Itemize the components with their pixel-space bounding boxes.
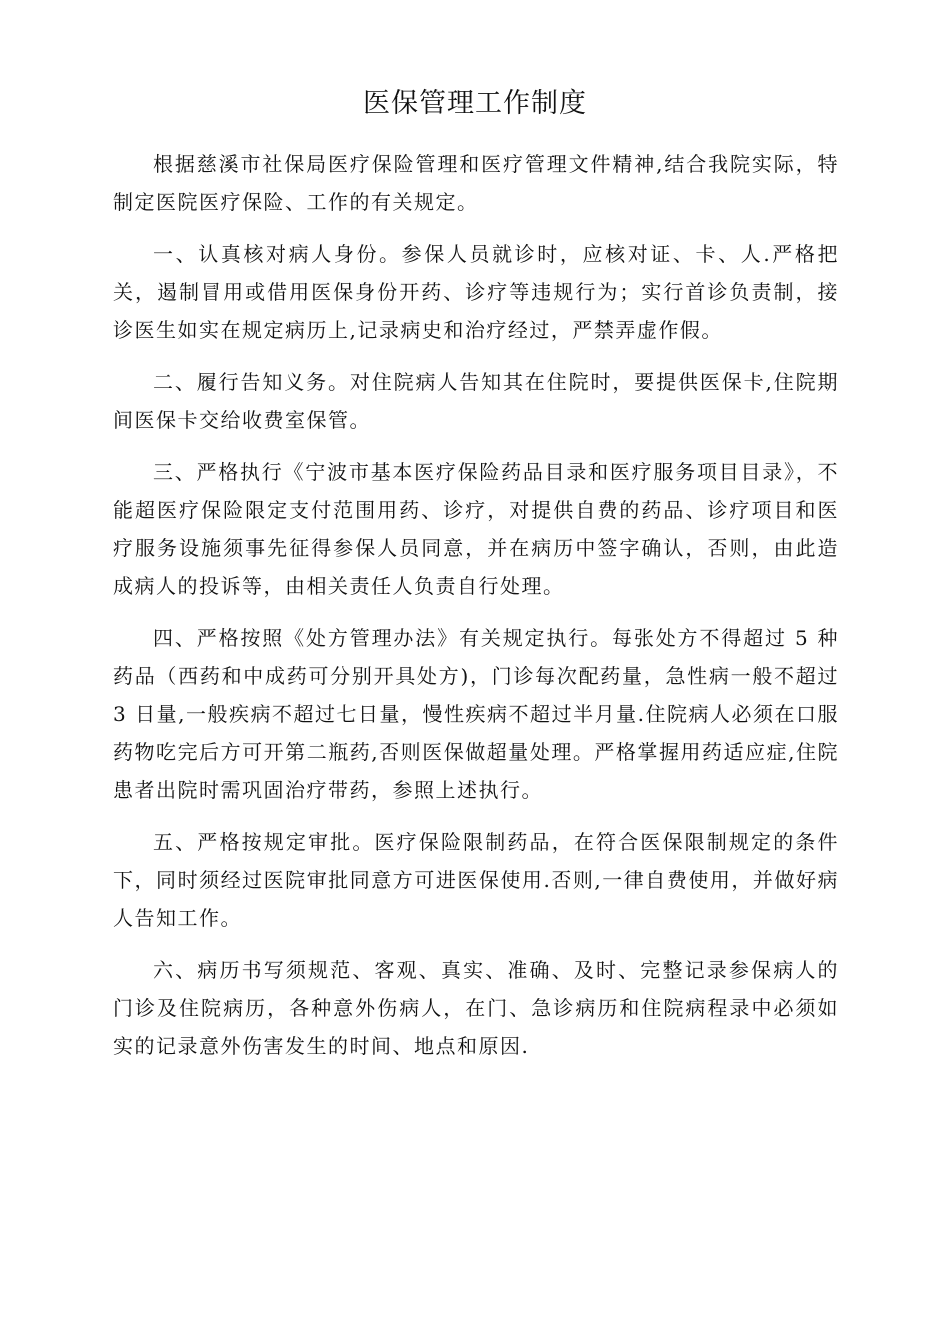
paragraph-item-6: 六、病历书写须规范、客观、真实、准确、及时、完整记录参保病人的门诊及住院病历，各种意外伤病人，在门、急诊病历和住院病程录中必须如实的记录意外伤害发生的时间、地点和原因. [113,958,839,1058]
document-body [113,145,839,1079]
paragraph-item-4: 四、严格按照《处方管理办法》有关规定执行。每张处方不得超过 5 种药品（西药和中成药可分别开具处方)，门诊每次配药量，急性病一般不超过 3 日量,一般疾病不超过七日量，慢性疾病不超过半月量.住院病人必须在口服药物吃完后方可开第二瓶药,否则医保做超量处理。严格掌握用药适应症,住院患者出院时需巩固治疗带药，参照上述执行。 [113,626,839,802]
paragraph-item-3: 三、严格执行《宁波市基本医疗保险药品目录和医疗服务项目目录》，不能超医疗保险限定支付范围用药、诊疗，对提供自费的药品、诊疗项目和医疗服务设施须事先征得参保人员同意，并在病历中签字确认，否则，由此造成病人的投诉等，由相关责任人负责自行处理。 [113,460,839,598]
document-title: 医保管理工作制度 [363,88,587,119]
paragraph-item-2: 二、履行告知义务。对住院病人告知其在住院时，要提供医保卡,住院期间医保卡交给收费室保管。 [113,370,839,432]
paragraph-intro: 根据慈溪市社保局医疗保险管理和医疗管理文件精神,结合我院实际，特制定医院医疗保险、工作的有关规定。 [113,152,839,214]
paragraph-item-5: 五、严格按规定审批。医疗保险限制药品，在符合医保限制规定的条件下，同时须经过医院审批同意方可进医保使用.否则,一律自费使用，并做好病人告知工作。 [113,830,839,930]
paragraph-item-1: 一、认真核对病人身份。参保人员就诊时，应核对证、卡、人.严格把关，遏制冒用或借用医保身份开药、诊疗等违规行为；实行首诊负责制，接诊医生如实在规定病历上,记录病史和治疗经过，严禁弄虚作假。 [113,242,839,342]
